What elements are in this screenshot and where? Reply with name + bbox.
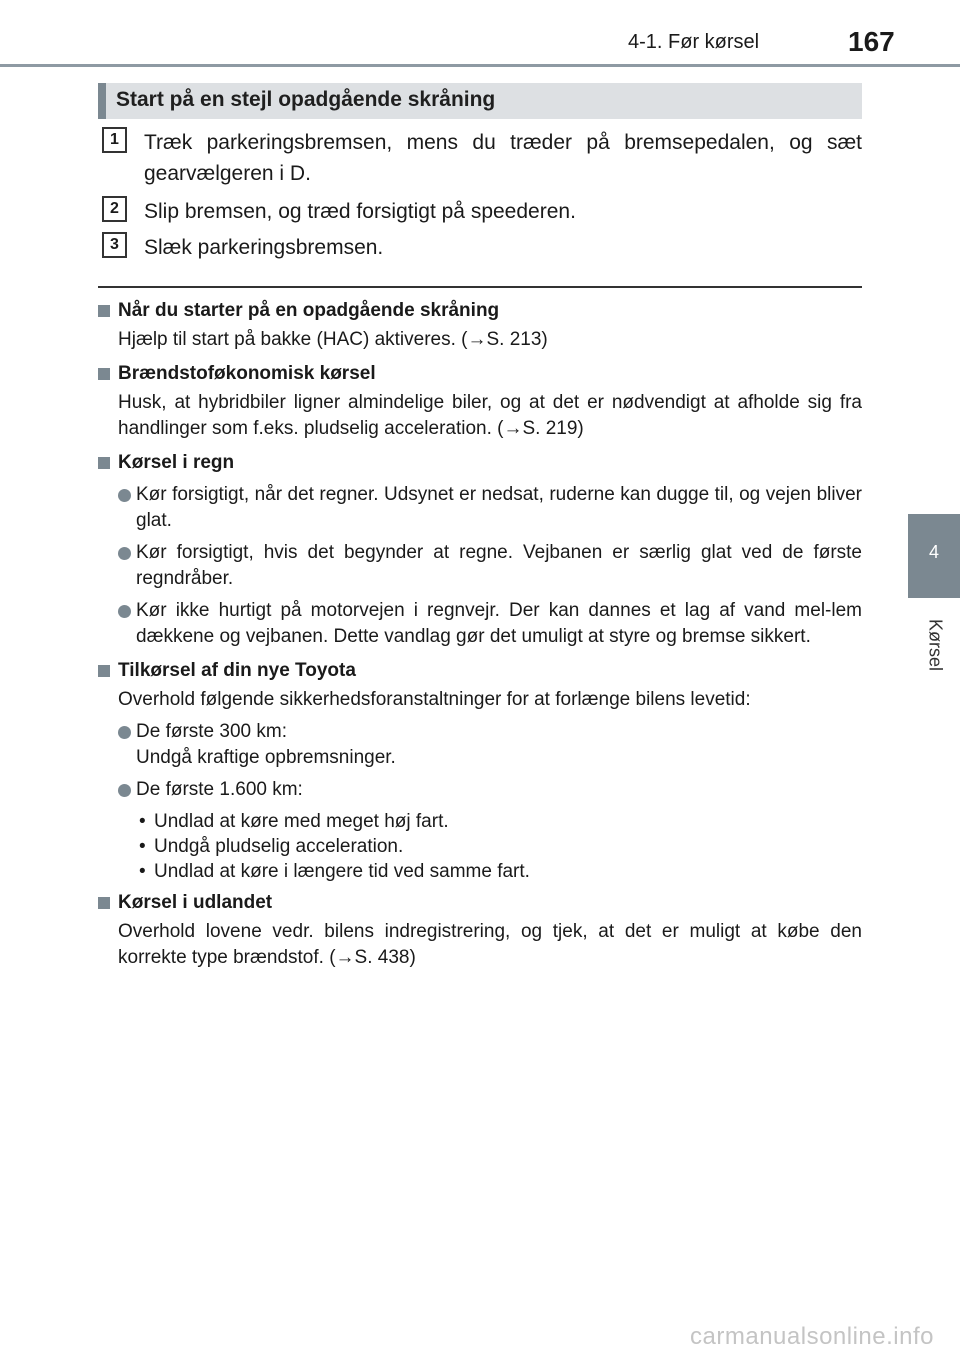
notes-content [98, 294, 862, 971]
step-number: 2 [102, 196, 127, 222]
dot-bullet-icon: • [139, 836, 146, 857]
square-bullet-icon [98, 368, 110, 380]
procedure-step [102, 127, 862, 191]
step-text: Slip bremsen, og træd forsigtigt på speederen. [144, 200, 576, 223]
chapter-tab [908, 514, 960, 598]
section-divider [98, 286, 862, 288]
note-text: Overhold følgende sikkerhedsforanstaltninger for at forlænge bilens levetid: [118, 689, 751, 710]
note-heading-text: Brændstoføkonomisk kørsel [118, 363, 376, 384]
bullet-item [98, 540, 862, 592]
circle-bullet-icon [118, 605, 131, 618]
section-header: 4-1. Før kørsel [628, 31, 760, 53]
bullet-text: De første 300 km: [136, 721, 287, 742]
bullet-text: Kør forsigtigt, hvis det begynder at regne. Vejbanen er særlig glat ved de første regndråber. [136, 542, 862, 589]
note-heading-text: Kørsel i udlandet [118, 892, 273, 913]
dot-bullet-icon: • [139, 811, 146, 832]
page-number: 167 [848, 26, 895, 57]
dot-bullet-icon: • [139, 861, 146, 882]
square-bullet-icon [98, 457, 110, 469]
bullet-text: Kør forsigtigt, når det regner. Udsynet er nedsat, ruderne kan dugge til, og vejen bliver glat. [136, 484, 862, 531]
bullet-text: Undgå kraftige opbremsninger. [136, 747, 396, 768]
sub-bullet-text: Undgå pludselig acceleration. [154, 836, 404, 857]
note-heading [98, 298, 862, 324]
procedure-step [102, 232, 862, 264]
bullet-item [98, 719, 862, 771]
square-bullet-icon [98, 665, 110, 677]
circle-bullet-icon [118, 726, 131, 739]
note-text: Overhold lovene vedr. bilens indregistrering, og tjek, at det er muligt at købe den korrekte type brændstof. (→S. 438) [118, 921, 862, 968]
step-number: 3 [102, 232, 127, 258]
step-text: Træk parkeringsbremsen, mens du træder på bremsepedalen, og sæt gearvælgeren i D. [144, 131, 862, 185]
note-heading-text: Tilkørsel af din nye Toyota [118, 660, 356, 681]
square-bullet-icon [98, 305, 110, 317]
sub-bullet-item [98, 834, 862, 859]
note-text: Hjælp til start på bakke (HAC) aktiveres. (→S. 213) [118, 329, 548, 350]
sub-bullet-item [98, 859, 862, 884]
procedure-step [102, 196, 862, 228]
bullet-text: Kør ikke hurtigt på motorvejen i regnvejr. Der kan dannes et lag af vand mel-lem dækkene og vejbanen. Dette vandlag gør det umuligt at styre og bremse sikkert. [136, 600, 862, 647]
sub-bullet-text: Undlad at køre med meget høj fart. [154, 811, 449, 832]
bullet-text: De første 1.600 km: [136, 779, 303, 800]
procedure-title: Start på en stejl opadgående skråning [98, 83, 862, 119]
note-heading-text: Når du starter på en opadgående skråning [118, 300, 500, 321]
note-heading [98, 890, 862, 916]
note-heading [98, 450, 862, 476]
sub-bullet-text: Undlad at køre i længere tid ved samme fart. [154, 861, 530, 882]
step-number: 1 [102, 127, 127, 153]
circle-bullet-icon [118, 547, 131, 560]
circle-bullet-icon [118, 489, 131, 502]
circle-bullet-icon [118, 784, 131, 797]
note-heading-text: Kørsel i regn [118, 452, 235, 473]
step-text: Slæk parkeringsbremsen. [144, 236, 384, 259]
chapter-number: 4 [928, 542, 939, 562]
chapter-label: Kørsel [925, 618, 946, 671]
bullet-item [98, 598, 862, 650]
header-divider [0, 64, 960, 67]
bullet-item [98, 777, 862, 803]
watermark: carmanualsonline.info [690, 1323, 934, 1350]
note-heading [98, 658, 862, 684]
note-text: Husk, at hybridbiler ligner almindelige biler, og at det er nødvendigt at afholde sig fra handlinger som f.eks. pludselig acceleration. (→S. 219) [118, 392, 862, 439]
square-bullet-icon [98, 897, 110, 909]
bullet-item [98, 482, 862, 534]
note-heading [98, 361, 862, 387]
sub-bullet-item [98, 809, 862, 834]
